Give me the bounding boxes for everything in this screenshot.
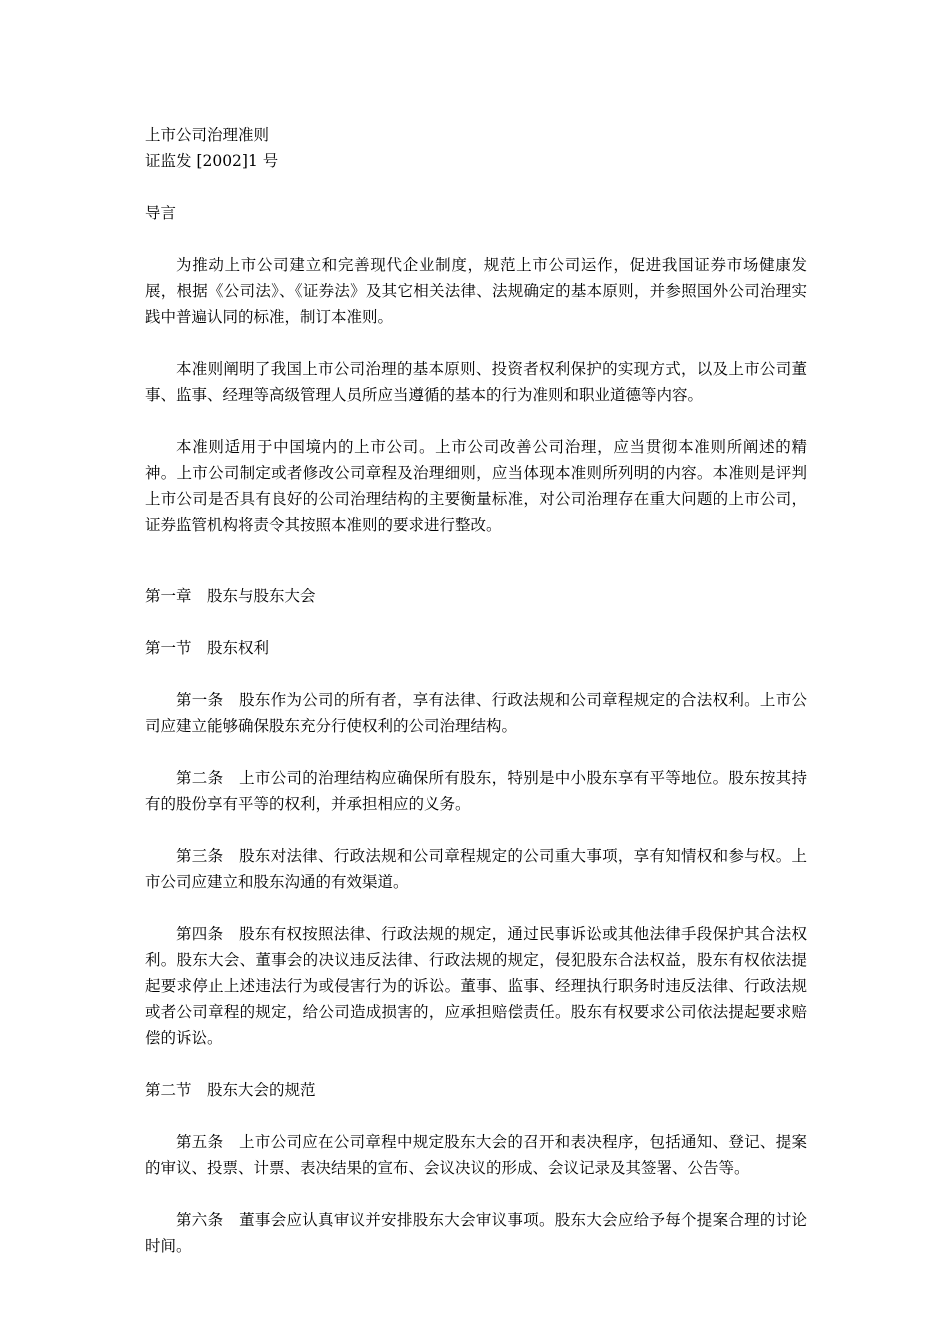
article-2: 第二条 上市公司的治理结构应确保所有股东，特别是中小股东享有平等地位。股东按其持有的股份享有平等的权利，并承担相应的义务。	[145, 769, 807, 813]
intro-heading: 导言	[145, 204, 177, 222]
document-title: 上市公司治理准则	[145, 126, 270, 144]
section-1-heading: 第一节 股东权利	[145, 639, 270, 657]
article-5: 第五条 上市公司应在公司章程中规定股东大会的召开和表决程序，包括通知、登记、提案的审议、投票、计票、表决结果的宣布、会议决议的形成、会议记录及其签署、公告等。	[145, 1133, 807, 1177]
intro-paragraph-1: 为推动上市公司建立和完善现代企业制度，规范上市公司运作，促进我国证券市场健康发展，根据《公司法》、《证券法》及其它相关法律、法规确定的基本原则，并参照国外公司治理实践中普遍认同的标准，制订本准则。	[145, 256, 807, 326]
document-number: 证监发 [2002]1 号	[145, 152, 279, 170]
article-1: 第一条 股东作为公司的所有者，享有法律、行政法规和公司章程规定的合法权利。上市公司应建立能够确保股东充分行使权利的公司治理结构。	[145, 691, 807, 735]
article-4: 第四条 股东有权按照法律、行政法规的规定，通过民事诉讼或其他法律手段保护其合法权利。股东大会、董事会的决议违反法律、行政法规的规定，侵犯股东合法权益，股东有权依法提起要求停止上述违法行为或侵害行为的诉讼。董事、监事、经理执行职务时违反法律、行政法规或者公司章程的规定，给公司造成损害的，应承担赔偿责任。股东有权要求公司依法提起要求赔偿的诉讼。	[145, 925, 807, 1047]
article-3: 第三条 股东对法律、行政法规和公司章程规定的公司重大事项，享有知情权和参与权。上市公司应建立和股东沟通的有效渠道。	[145, 847, 807, 891]
article-6: 第六条 董事会应认真审议并安排股东大会审议事项。股东大会应给予每个提案合理的讨论时间。	[145, 1211, 807, 1255]
intro-paragraph-3: 本准则适用于中国境内的上市公司。上市公司改善公司治理，应当贯彻本准则所阐述的精神。上市公司制定或者修改公司章程及治理细则，应当体现本准则所列明的内容。本准则是评判上市公司是否具有良好的公司治理结构的主要衡量标准，对公司治理存在重大问题的上市公司，证券监管机构将责令其按照本准则的要求进行整改。	[145, 438, 807, 534]
intro-paragraph-2: 本准则阐明了我国上市公司治理的基本原则、投资者权利保护的实现方式，以及上市公司董事、监事、经理等高级管理人员所应当遵循的基本的行为准则和职业道德等内容。	[145, 360, 807, 404]
chapter-1-heading: 第一章 股东与股东大会	[145, 587, 316, 605]
document-body	[145, 122, 807, 1259]
section-2-heading: 第二节 股东大会的规范	[145, 1081, 316, 1099]
